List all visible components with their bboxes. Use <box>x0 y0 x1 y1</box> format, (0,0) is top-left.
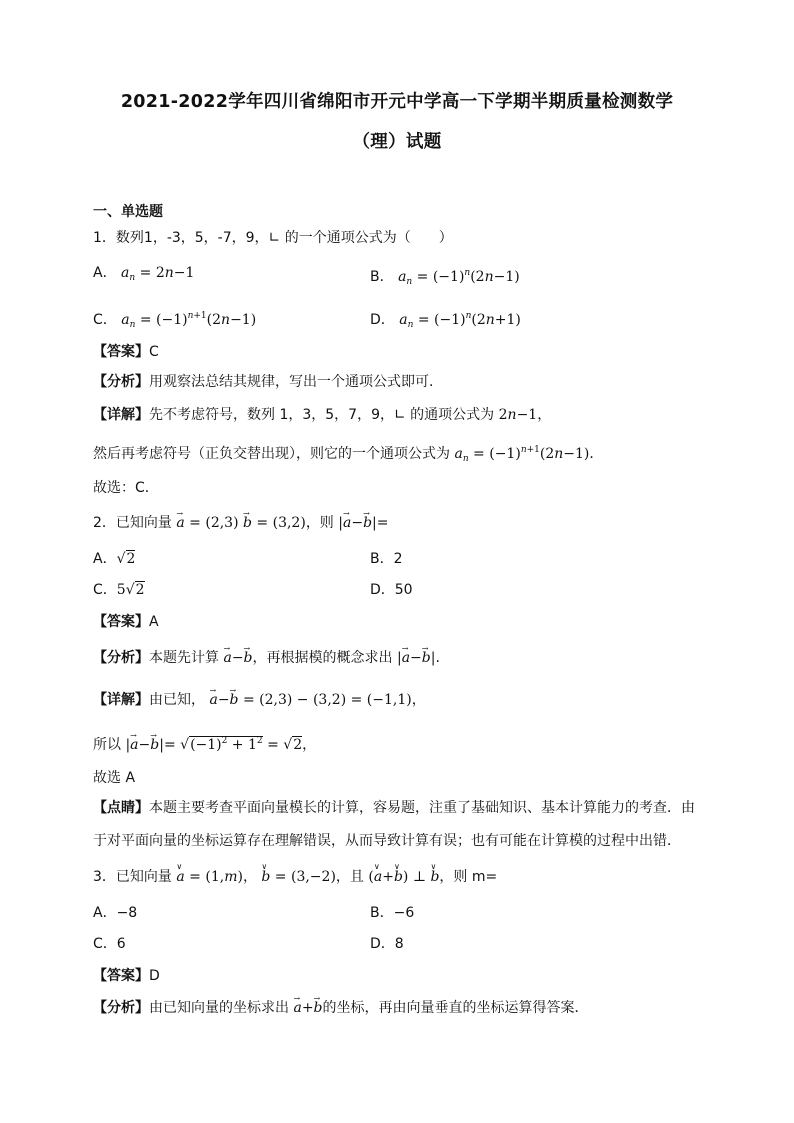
question-1-option-c: C． $a_n = (-1)^{n+1}(2n-1)$ <box>93 311 257 330</box>
question-2-detail: 【详解】由已知， → a−→ b = (2,3) − (3,2) = (−1,1)， <box>93 690 426 710</box>
question-1-stem: 1．数列1，-3，5，-7，9，∟ 的一个通项公式为（ ） <box>93 230 453 246</box>
question-3-option-d: D．8 <box>370 936 404 952</box>
document-title-line2: （理）试题 <box>352 132 442 152</box>
section-heading: 一、单选题 <box>93 204 163 220</box>
question-2-option-a: A．√2 <box>93 551 136 567</box>
question-3-option-a: A．−8 <box>93 905 138 921</box>
question-1-detail-continued: 然后再考虑符号（正负交替出现），则它的一个通项公式为 $a_n = (-1)^{n+1}(2n-1)$． <box>93 445 604 464</box>
question-2-comment: 【点睛】本题主要考查平面向量模长的计算，容易题，注重了基础知识、基本计算能力的考查．由 <box>93 800 695 816</box>
question-1-analysis: 【分析】用观察法总结其规律，写出一个通项公式即可. <box>93 374 434 390</box>
question-3-analysis: 【分析】由已知向量的坐标求出 → a+→ b的坐标，再由向量垂直的坐标运算得答案． <box>93 998 589 1018</box>
question-1-detail: 【详解】先不考虑符号，数列 1，3，5，7，9，∟ 的通项公式为 2n−1， <box>93 407 552 423</box>
question-2-option-c: C．5√2 <box>93 582 145 598</box>
question-2-option-d: D．50 <box>370 582 413 598</box>
question-3-option-c: C．6 <box>93 936 126 952</box>
question-2-conclusion: 故选 A <box>93 770 136 786</box>
question-2-comment-continued: 于对平面向量的坐标运算存在理解错误，从而导致计算有误；也有可能在计算模的过程中出错． <box>93 833 681 849</box>
question-3-stem: 3．已知向量 ∨ a = (1,m)， ∨ b = (3,−2)，且 (∨ a+∨ b) ⊥ ∨ b，则 m= <box>93 867 497 887</box>
question-1-option-d: D． $a_n = (-1)^n(2n+1)$ <box>370 311 521 330</box>
question-1-answer: 【答案】C <box>93 344 159 360</box>
document-title-line1: 2021-2022学年四川省绵阳市开元中学高一下学期半期质量检测数学 <box>120 92 674 112</box>
question-2-analysis: 【分析】本题先计算 → a−→ b，再根据模的概念求出 |→ a−→ b|. <box>93 648 440 668</box>
question-1-conclusion: 故选：C． <box>93 480 159 496</box>
question-2-option-b: B．2 <box>370 551 403 567</box>
question-2-detail-continued: 所以 |→ $a-\to b|= √(-1)^2 + 1^2 = √2$， <box>93 731 316 755</box>
question-2-answer: 【答案】A <box>93 614 159 630</box>
question-2-stem: 2．已知向量 → a = (2,3) → b = (3,2)，则 |→ a−→ b|= <box>93 513 389 533</box>
question-3-answer: 【答案】D <box>93 968 160 984</box>
question-1-option-b: B． $a_n = (-1)^n(2n-1)$ <box>370 268 520 287</box>
question-3-option-b: B．−6 <box>370 905 415 921</box>
question-1-option-a: A． $a_n = 2n-1$ <box>93 265 195 283</box>
